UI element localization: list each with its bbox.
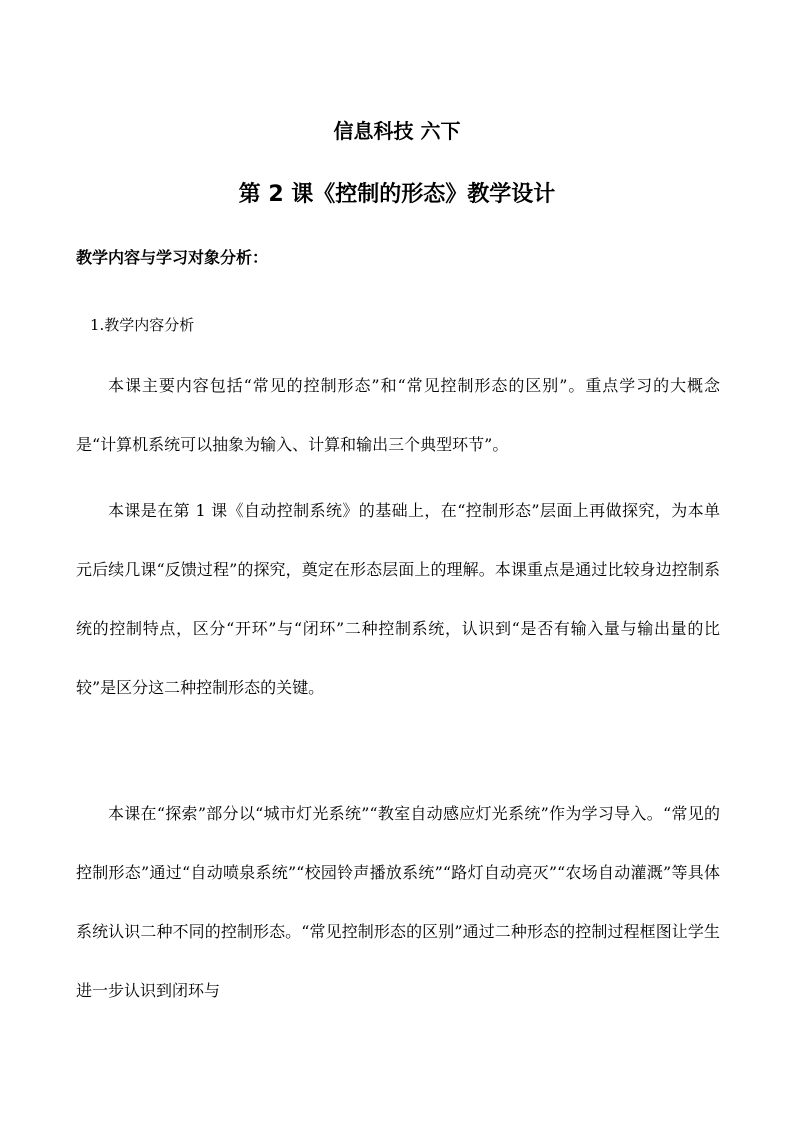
- sub-heading: 1.教学内容分析: [90, 316, 195, 334]
- section-heading: 教学内容与学习对象分析：: [76, 248, 269, 267]
- paragraph: 本课主要内容包括“常见的控制形态”和“常见控制形态的区别”。重点学习的大概念是“计算机系统可以抽象为输入、计算和输出三个典型环节”。: [76, 376, 720, 454]
- lesson-title: 第 2 课《控制的形态》教学设计: [238, 182, 556, 207]
- paragraph: 本课是在第 1 课《自动控制系统》的基础上，在“控制形态”层面上再做探究，为本单元后续几课“反馈过程”的探究，奠定在形态层面上的理解。本课重点是通过比较身边控制系统的控制特点，区分“开环”与“闭环”二种控制系统，认识到“是否有输入量与输出量的比较”是区分这二种控制形态的关键。: [76, 501, 720, 697]
- document-title: 信息科技 六下: [333, 119, 461, 143]
- paragraph: 本课在“探索”部分以“城市灯光系统”“教室自动感应灯光系统”作为学习导入。“常见的控制形态”通过“自动喷泉系统”“校园铃声播放系统”“路灯自动亮灭”“农场自动灌溉”等具体系统认识二种不同的控制形态。“常见控制形态的区别”通过二种形态的控制过程框图让学生进一步认识到闭环与: [76, 804, 720, 1000]
